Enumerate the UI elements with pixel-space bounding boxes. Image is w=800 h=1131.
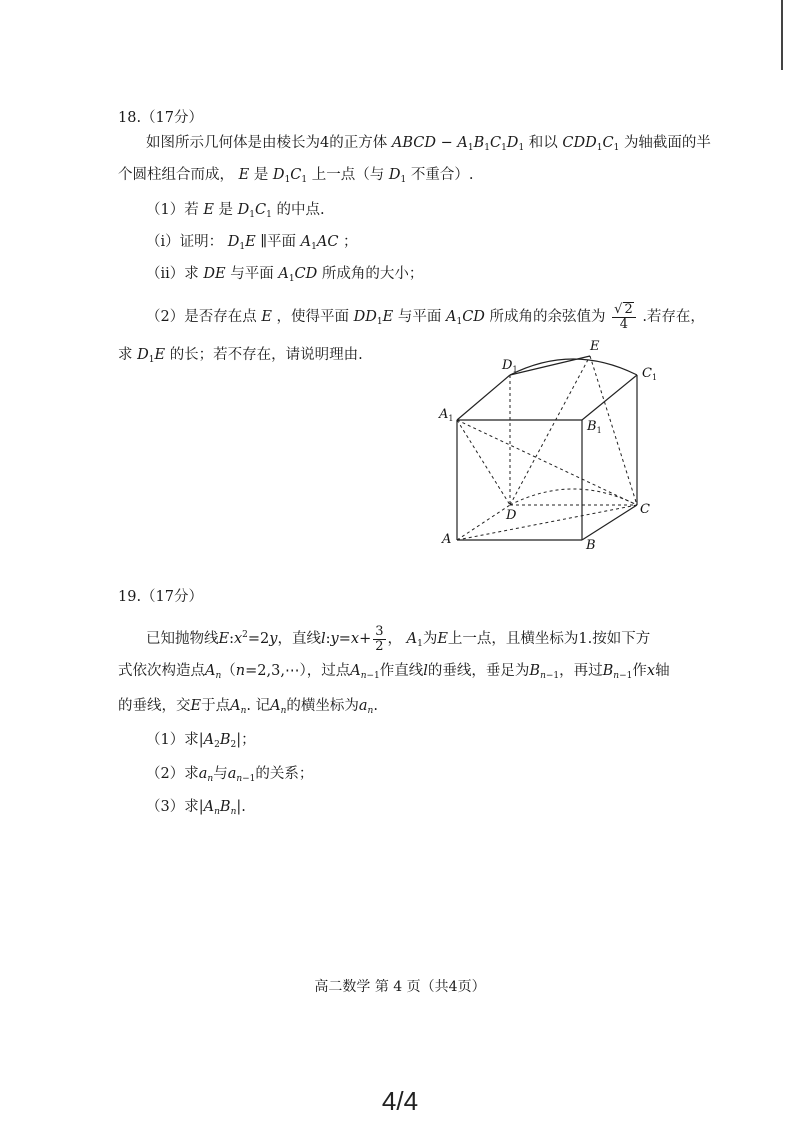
q19-sub-1: （1）求$|A_2B_2|$； xyxy=(146,732,256,750)
seg-A1D xyxy=(457,420,510,505)
q18-line-2: 个圆柱组合而成， E 是 $D_1C_1$ 上一点（与 $D_1$ 不重合）. xyxy=(118,167,474,185)
edge-AD xyxy=(457,505,510,540)
label-C: C xyxy=(640,502,650,517)
label-C1: $C_1$ xyxy=(642,366,658,382)
q19-line-3: 的垂线，交E于点$A_n$. 记$A_n$的横坐标为$a_n$. xyxy=(118,698,378,716)
arc-DC-bottom xyxy=(510,489,637,505)
cube-half-cylinder-figure xyxy=(430,335,670,555)
page-number: 4/4 xyxy=(381,1086,419,1116)
chord-D1E xyxy=(510,356,590,375)
arc-D1EC1 xyxy=(510,359,637,375)
seg-DE xyxy=(510,356,590,505)
edge-A1D1 xyxy=(457,375,510,420)
label-E: E xyxy=(590,339,600,354)
q19-sub-3: （3）求$|A_nB_n|$. xyxy=(146,799,246,817)
edge-B1C1 xyxy=(582,375,637,420)
label-D1: $D_1$ xyxy=(502,358,518,374)
q19-sub-2: （2）求$a_n$与$a_{n-1}$的关系； xyxy=(146,766,314,784)
q19-line-2: 式依次构造点$A_n(n=2,3,\cdots)$，过点$A_{n-1}$作直线l的垂线，垂足为$B_{n-1}$，再过$B_{n-1}$作x轴 xyxy=(118,663,670,681)
scan-edge-line xyxy=(781,0,783,70)
q18-part-1-ii: （ii）求 DE 与平面 $A_1CD$ 所成角的大小； xyxy=(146,266,424,284)
sqrt2-over-4: $\frac{√ 2}{4}$ xyxy=(612,302,636,332)
q18-part-1: （1）若 E 是 $D_1C_1$ 的中点. xyxy=(146,202,325,220)
label-B1: $B_1$ xyxy=(587,419,602,435)
label-D: D xyxy=(506,508,517,523)
label-A: A xyxy=(442,532,452,547)
q19-header: 19.（17分） xyxy=(118,589,204,605)
label-A1: $A_1$ xyxy=(439,407,454,423)
label-B: B xyxy=(586,538,596,553)
three-halves: $\frac{3}{2}$ xyxy=(375,623,384,654)
q18-part-1-i: （i）证明： $D_1E$ ∥平面 $A_1AC$ ； xyxy=(146,234,358,252)
page-footer: 高二数学 第 4 页（共4页） xyxy=(314,979,486,995)
q18-header: 18.（17分） xyxy=(118,110,204,126)
q18-part-2-cont: 求 $D_1E$ 的长；若不存在，请说明理由. xyxy=(118,347,363,365)
edge-BC xyxy=(582,505,637,540)
q18-part-2: （2）是否存在点 E ，使得平面 $DD_1E$ 与平面 $A_1CD$ 所成角的余弦值为 $\frac{√ 2}{4}$ .若存在， xyxy=(146,302,705,332)
q18-line-1: 如图所示几何体是由棱长为4的正方体 ABCD − $A_1B_1C_1D_1$ 和以 $CDD_1C_1$ 为轴截面的半 xyxy=(146,135,711,153)
q19-line-1: 已知抛物线$E:x^2=2y$，直线l:y=x+ $\frac{3}{2}$ ， $A_1$为E上一点，且横坐标为1.按如下方 xyxy=(146,623,651,654)
